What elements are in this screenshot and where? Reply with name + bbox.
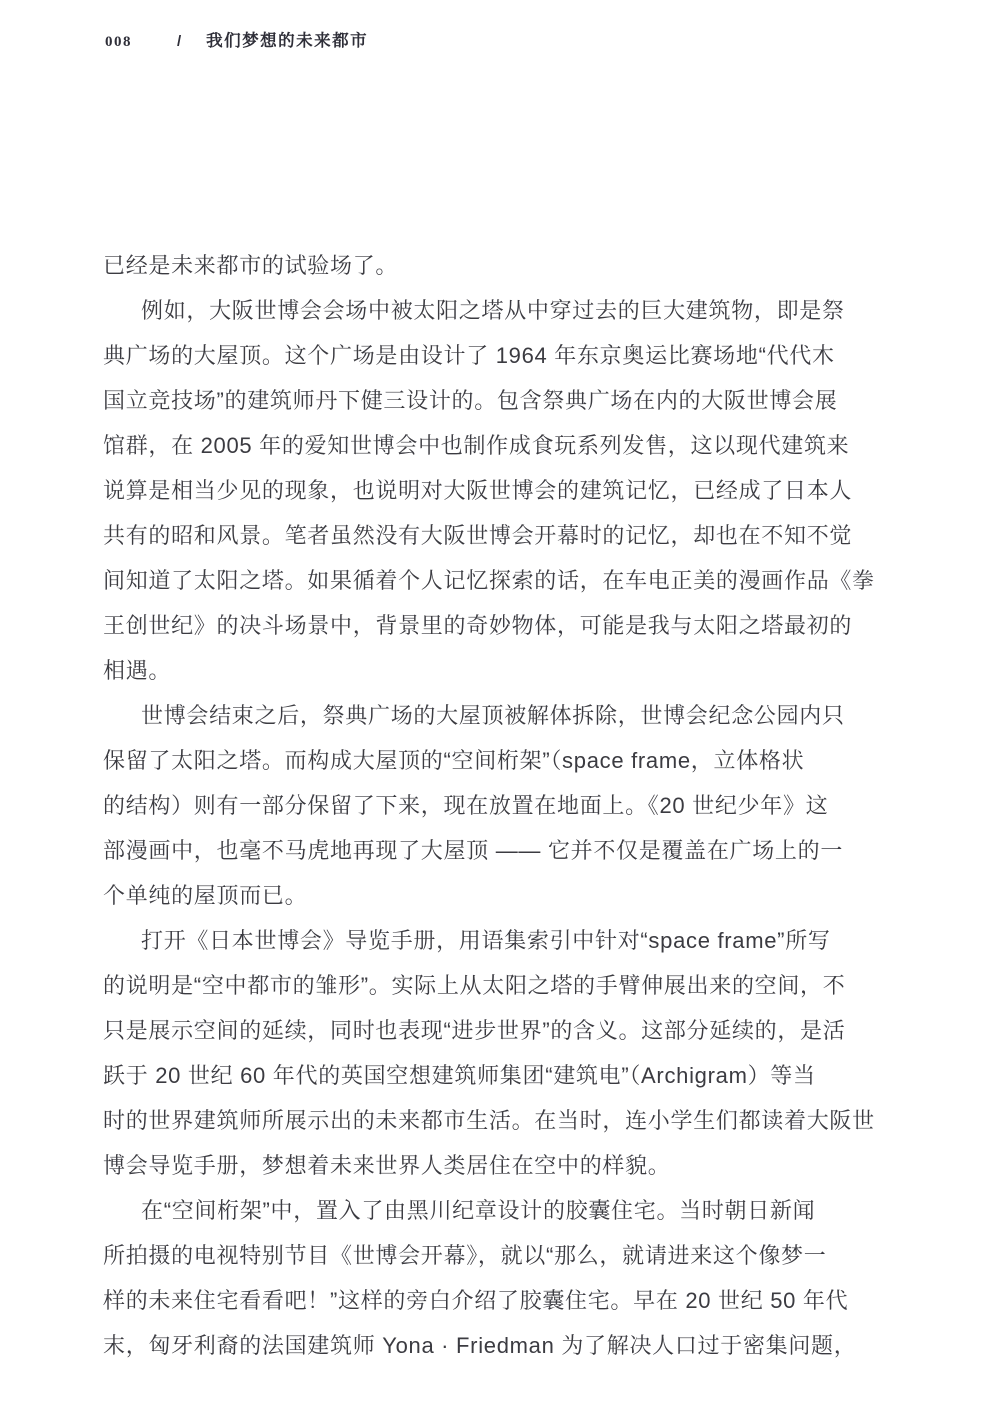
text-line: 保留了太阳之塔。而构成大屋顶的“空间桁架”（space frame，立体格状 [103, 748, 805, 773]
page-header [105, 27, 368, 51]
text-line: 跃于 20 世纪 60 年代的英国空想建筑师集团“建筑电”（Archigram）等当 [103, 1063, 816, 1088]
text-line: 末，匈牙利裔的法国建筑师 Yona · Friedman 为了解决人口过于密集问题， [103, 1333, 857, 1358]
text-line: 样的未来住宅看看吧！”这样的旁白介绍了胶囊住宅。早在 20 世纪 50 年代 [103, 1288, 849, 1313]
text-line: 打开《日本世博会》导览手册，用语集索引中针对“space frame”所写 [141, 928, 831, 953]
text-line: 在“空间桁架”中，置入了由黑川纪章设计的胶囊住宅。当时朝日新闻 [141, 1198, 816, 1223]
running-head-title: 我们梦想的未来都市 [206, 32, 369, 50]
text-line: 的结构）则有一部分保留了下来，现在放置在地面上。《20 世纪少年》这 [103, 793, 829, 818]
text-line: 时的世界建筑师所展示出的未来都市生活。在当时，连小学生们都读着大阪世 [103, 1108, 875, 1133]
body-text [103, 243, 875, 1368]
text-line: 博会导览手册，梦想着未来世界人类居住在空中的样貌。 [103, 1153, 671, 1178]
text-line: 例如，大阪世博会会场中被太阳之塔从中穿过去的巨大建筑物，即是祭 [141, 298, 845, 323]
text-line: 共有的昭和风景。笔者虽然没有大阪世博会开幕时的记忆，却也在不知不觉 [103, 523, 853, 548]
text-line: 国立竞技场”的建筑师丹下健三设计的。包含祭典广场在内的大阪世博会展 [103, 388, 838, 413]
paragraph [103, 243, 863, 288]
paragraph [103, 1188, 863, 1368]
paragraph [103, 918, 875, 1188]
text-line: 典广场的大屋顶。这个广场是由设计了 1964 年东京奥运比赛场地“代代木 [103, 343, 835, 368]
page-number: 008 [105, 34, 132, 50]
paragraph [103, 693, 863, 918]
text-line: 世博会结束之后，祭典广场的大屋顶被解体拆除，世博会纪念公园内只 [141, 703, 845, 728]
text-line: 的说明是“空中都市的雏形”。实际上从太阳之塔的手臂伸展出来的空间，不 [103, 973, 846, 998]
text-line: 间知道了太阳之塔。如果循着个人记忆探索的话，在车电正美的漫画作品《拳 [103, 568, 875, 593]
text-line: 所拍摄的电视特别节目《世博会开幕》，就以“那么，就请进来这个像梦一 [103, 1243, 827, 1268]
text-line: 个单纯的屋顶而已。 [103, 883, 308, 908]
text-line: 相遇。 [103, 658, 172, 683]
text-line: 说算是相当少见的现象，也说明对大阪世博会的建筑记忆，已经成了日本人 [103, 478, 853, 503]
text-line: 部漫画中，也毫不马虎地再现了大屋顶 —— 它并不仅是覆盖在广场上的一 [103, 838, 844, 863]
text-line: 馆群，在 2005 年的爱知世博会中也制作成食玩系列发售，这以现代建筑来 [103, 433, 850, 458]
paragraph [103, 288, 875, 693]
text-line: 王创世纪》的决斗场景中，背景里的奇妙物体，可能是我与太阳之塔最初的 [103, 613, 853, 638]
text-line: 已经是未来都市的试验场了。 [103, 253, 399, 278]
text-line: 只是展示空间的延续，同时也表现“进步世界”的含义。这部分延续的，是活 [103, 1018, 846, 1043]
header-separator: / [177, 33, 182, 50]
